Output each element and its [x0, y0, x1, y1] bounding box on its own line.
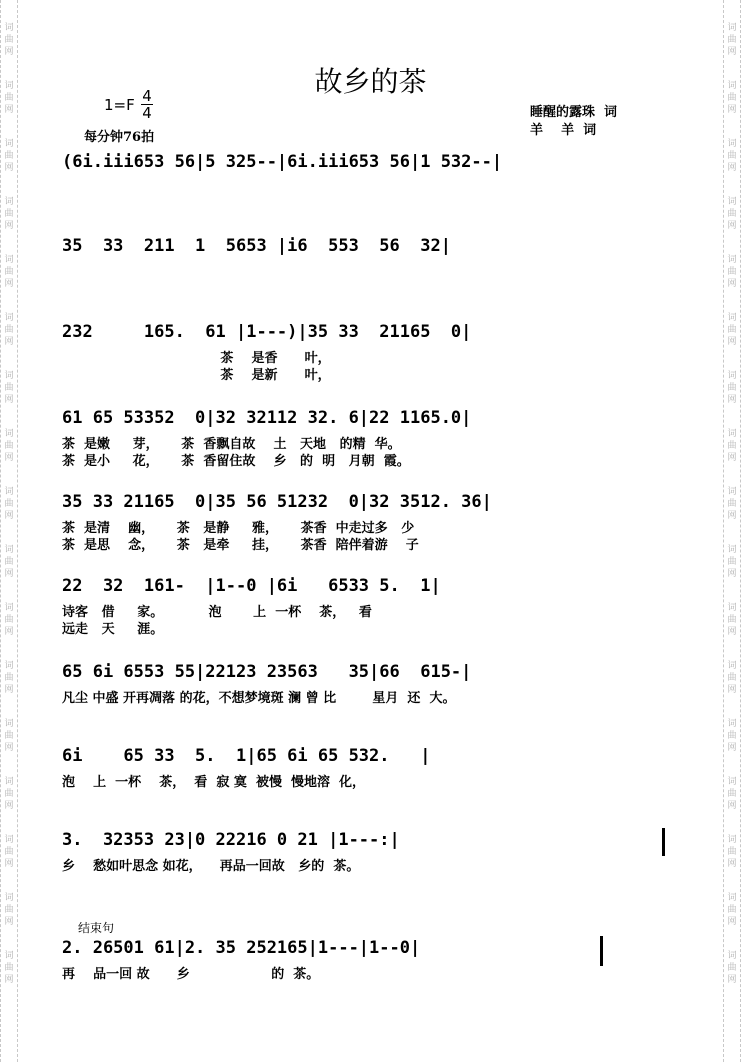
watermark-char: 网: [727, 163, 737, 173]
credit-lyricist-2: 羊 羊 词: [530, 123, 597, 138]
watermark-char: 曲: [4, 267, 14, 277]
watermark-char: 词: [4, 23, 14, 33]
watermark-char: 网: [727, 917, 737, 927]
watermark-char: 词: [4, 545, 14, 555]
watermark-char: 网: [727, 685, 737, 695]
watermark-char: 词: [727, 371, 737, 381]
watermark-char: 曲: [4, 963, 14, 973]
watermark-char: 曲: [4, 673, 14, 683]
watermark-char: 曲: [727, 441, 737, 451]
watermark-char: 网: [4, 279, 14, 289]
jianpu-notes: (6i.iii653 56|5 325--|6i.iii653 56|1 532--|: [62, 152, 503, 172]
watermark-char: 词: [727, 545, 737, 555]
watermark-char: 网: [727, 453, 737, 463]
watermark-char: 网: [4, 511, 14, 521]
watermark-char: 词: [727, 23, 737, 33]
jianpu-notes: 65 6i 6553 55|22123 23563 35|66 615-|: [62, 662, 472, 682]
lyric-line: 茶 是小 花， 茶 香留住故 乡 的 明 月朝 霞。: [62, 454, 410, 469]
watermark-group: [1, 660, 17, 696]
watermark-char: 词: [727, 139, 737, 149]
watermark-group: [724, 950, 740, 986]
watermark-group: [724, 138, 740, 174]
score-row: [62, 236, 682, 264]
watermark-group: [724, 660, 740, 696]
score-row: [62, 576, 682, 638]
watermark-group: [1, 950, 17, 986]
key-signature: 1=F: [104, 96, 135, 114]
watermark-char: 词: [727, 661, 737, 671]
watermark-group: [1, 370, 17, 406]
final-barline: [662, 828, 665, 856]
watermark-char: 词: [4, 429, 14, 439]
jianpu-notes: 232 165. 61 |1---)|35 33 21165 0|: [62, 322, 472, 342]
watermark-group: [724, 428, 740, 464]
lyric-line: 远走 天 涯。: [62, 622, 164, 637]
jianpu-notes: 6i 65 33 5. 1|65 6i 65 532. |: [62, 746, 431, 766]
watermark-char: 曲: [4, 383, 14, 393]
watermark-char: 曲: [727, 731, 737, 741]
watermark-group: [724, 254, 740, 290]
lyric-line: 茶 是新 叶，: [62, 368, 331, 383]
jianpu-notes: 2. 26501 61|2. 35 252165|1---|1--0|: [62, 938, 421, 958]
watermark-group: [1, 892, 17, 928]
watermark-char: 词: [727, 197, 737, 207]
watermark-char: 网: [727, 511, 737, 521]
tempo-marking: 每分钟76拍: [84, 130, 155, 145]
watermark-char: 网: [4, 395, 14, 405]
watermark-char: 网: [4, 859, 14, 869]
watermark-char: 词: [4, 603, 14, 613]
score-row: [62, 152, 682, 180]
score-row: [62, 408, 682, 470]
watermark-group: [1, 602, 17, 638]
watermark-group: [724, 892, 740, 928]
final-barline: [600, 936, 603, 966]
lyric-line: 乡 愁如叶思念 如花， 再品一回故 乡的 茶。: [62, 859, 360, 874]
watermark-group: [1, 138, 17, 174]
watermark-char: 曲: [4, 789, 14, 799]
watermark-char: 词: [4, 313, 14, 323]
watermark-char: 曲: [4, 209, 14, 219]
watermark-group: [724, 544, 740, 580]
watermark-char: 曲: [4, 325, 14, 335]
watermark-char: 网: [727, 743, 737, 753]
watermark-char: 曲: [4, 151, 14, 161]
jianpu-notes: 35 33 21165 0|35 56 51232 0|32 3512. 36|: [62, 492, 492, 512]
watermark-char: 词: [4, 777, 14, 787]
watermark-char: 网: [4, 453, 14, 463]
watermark-char: 词: [727, 835, 737, 845]
watermark-char: 词: [4, 139, 14, 149]
watermark-char: 网: [727, 801, 737, 811]
watermark-char: 网: [727, 975, 737, 985]
watermark-char: 网: [727, 859, 737, 869]
watermark-char: 曲: [727, 557, 737, 567]
watermark-char: 网: [4, 163, 14, 173]
watermark-char: 曲: [727, 905, 737, 915]
watermark-char: 曲: [727, 35, 737, 45]
watermark-char: 曲: [727, 615, 737, 625]
watermark-group: [1, 196, 17, 232]
watermark-char: 词: [4, 197, 14, 207]
watermark-char: 曲: [727, 383, 737, 393]
watermark-char: 词: [727, 893, 737, 903]
watermark-char: 网: [4, 685, 14, 695]
lyric-line: 再 品一回 故 乡 的 茶。: [62, 967, 320, 982]
lyric-line: 茶 是思 念， 茶 是牵 挂， 茶香 陪伴着游 子: [62, 538, 419, 553]
watermark-char: 网: [4, 975, 14, 985]
watermark-right: [723, 0, 741, 1062]
watermark-char: 词: [727, 429, 737, 439]
watermark-group: [1, 718, 17, 754]
watermark-char: 词: [4, 81, 14, 91]
jianpu-notes: 61 65 53352 0|32 32112 32. 6|22 1165.0|: [62, 408, 472, 428]
watermark-char: 网: [727, 395, 737, 405]
watermark-char: 曲: [4, 35, 14, 45]
watermark-group: [724, 486, 740, 522]
watermark-group: [1, 312, 17, 348]
watermark-char: 词: [4, 661, 14, 671]
watermark-char: 曲: [727, 847, 737, 857]
watermark-char: 词: [4, 893, 14, 903]
score-row: [62, 662, 682, 707]
watermark-group: [1, 776, 17, 812]
watermark-char: 词: [727, 719, 737, 729]
watermark-group: [724, 834, 740, 870]
watermark-char: 网: [727, 47, 737, 57]
watermark-char: 曲: [727, 499, 737, 509]
watermark-group: [724, 718, 740, 754]
watermark-char: 曲: [4, 441, 14, 451]
lyric-line: 茶 是香 叶，: [62, 351, 331, 366]
watermark-char: 曲: [4, 557, 14, 567]
watermark-char: 网: [727, 337, 737, 347]
watermark-char: 网: [727, 221, 737, 231]
watermark-char: 词: [727, 313, 737, 323]
watermark-left: [0, 0, 18, 1062]
watermark-char: 网: [4, 743, 14, 753]
watermark-char: 词: [4, 719, 14, 729]
watermark-char: 曲: [4, 731, 14, 741]
watermark-group: [1, 834, 17, 870]
jianpu-notes: 22 32 161- |1--0 |6i 6533 5. 1|: [62, 576, 441, 596]
watermark-char: 曲: [727, 209, 737, 219]
watermark-char: 曲: [727, 673, 737, 683]
watermark-char: 曲: [4, 615, 14, 625]
watermark-char: 词: [4, 835, 14, 845]
watermark-char: 词: [727, 951, 737, 961]
watermark-group: [1, 254, 17, 290]
watermark-char: 词: [4, 487, 14, 497]
watermark-group: [724, 312, 740, 348]
song-title: 故乡的茶: [314, 65, 427, 98]
watermark-char: 词: [4, 371, 14, 381]
watermark-char: 网: [4, 569, 14, 579]
watermark-char: 网: [4, 801, 14, 811]
watermark-char: 网: [727, 627, 737, 637]
watermark-group: [724, 22, 740, 58]
watermark-char: 曲: [4, 93, 14, 103]
watermark-group: [724, 196, 740, 232]
watermark-char: 曲: [4, 499, 14, 509]
jianpu-notes: 3. 32353 23|0 22216 0 21 |1---:|: [62, 830, 400, 850]
score-row: [62, 830, 682, 875]
lyric-line: 茶 是嫩 芽， 茶 香飘自故 土 天地 的精 华。: [62, 437, 401, 452]
lyric-line: 泡 上 一杯 茶， 看 寂 寞 被慢 慢地溶 化，: [62, 775, 366, 790]
watermark-group: [724, 776, 740, 812]
watermark-group: [1, 22, 17, 58]
score-row: [62, 746, 682, 791]
time-signature: [140, 88, 154, 121]
watermark-char: 曲: [727, 93, 737, 103]
watermark-char: 曲: [4, 905, 14, 915]
watermark-char: 曲: [727, 963, 737, 973]
watermark-char: 曲: [727, 789, 737, 799]
watermark-char: 网: [4, 47, 14, 57]
watermark-char: 网: [727, 279, 737, 289]
time-signature-bottom: 4: [142, 104, 152, 122]
watermark-char: 曲: [4, 847, 14, 857]
time-signature-top: 4: [142, 87, 152, 105]
watermark-group: [1, 486, 17, 522]
credits: [530, 104, 617, 140]
watermark-char: 网: [4, 917, 14, 927]
watermark-group: [724, 370, 740, 406]
watermark-char: 网: [4, 221, 14, 231]
watermark-char: 词: [727, 777, 737, 787]
lyric-line: 诗客 借 家。 泡 上 一杯 茶， 看: [62, 605, 372, 620]
watermark-group: [1, 428, 17, 464]
watermark-group: [1, 544, 17, 580]
jianpu-notes: 35 33 211 1 5653 |i6 553 56 32|: [62, 236, 451, 256]
watermark-char: 词: [727, 81, 737, 91]
watermark-group: [724, 602, 740, 638]
lyric-line: 凡尘 中盛 开再凋落 的花，不想梦境斑 澜 曾 比 星月 还 大。: [62, 691, 456, 706]
watermark-char: 曲: [727, 267, 737, 277]
watermark-char: 网: [4, 105, 14, 115]
watermark-char: 词: [727, 487, 737, 497]
watermark-char: 网: [727, 105, 737, 115]
watermark-char: 词: [4, 255, 14, 265]
score-row: [62, 492, 682, 554]
watermark-char: 曲: [727, 151, 737, 161]
ending-label: 结束句: [78, 921, 115, 935]
watermark-char: 网: [4, 627, 14, 637]
score-row: [62, 938, 682, 983]
lyric-line: 茶 是清 幽， 茶 是静 雅， 茶香 中走过多 少: [62, 521, 415, 536]
watermark-char: 网: [4, 337, 14, 347]
credit-lyricist-1: 睡醒的露珠 词: [530, 105, 618, 120]
watermark-char: 曲: [727, 325, 737, 335]
watermark-char: 词: [727, 255, 737, 265]
watermark-char: 网: [727, 569, 737, 579]
watermark-char: 词: [727, 603, 737, 613]
watermark-char: 词: [4, 951, 14, 961]
score-row: [62, 322, 682, 384]
